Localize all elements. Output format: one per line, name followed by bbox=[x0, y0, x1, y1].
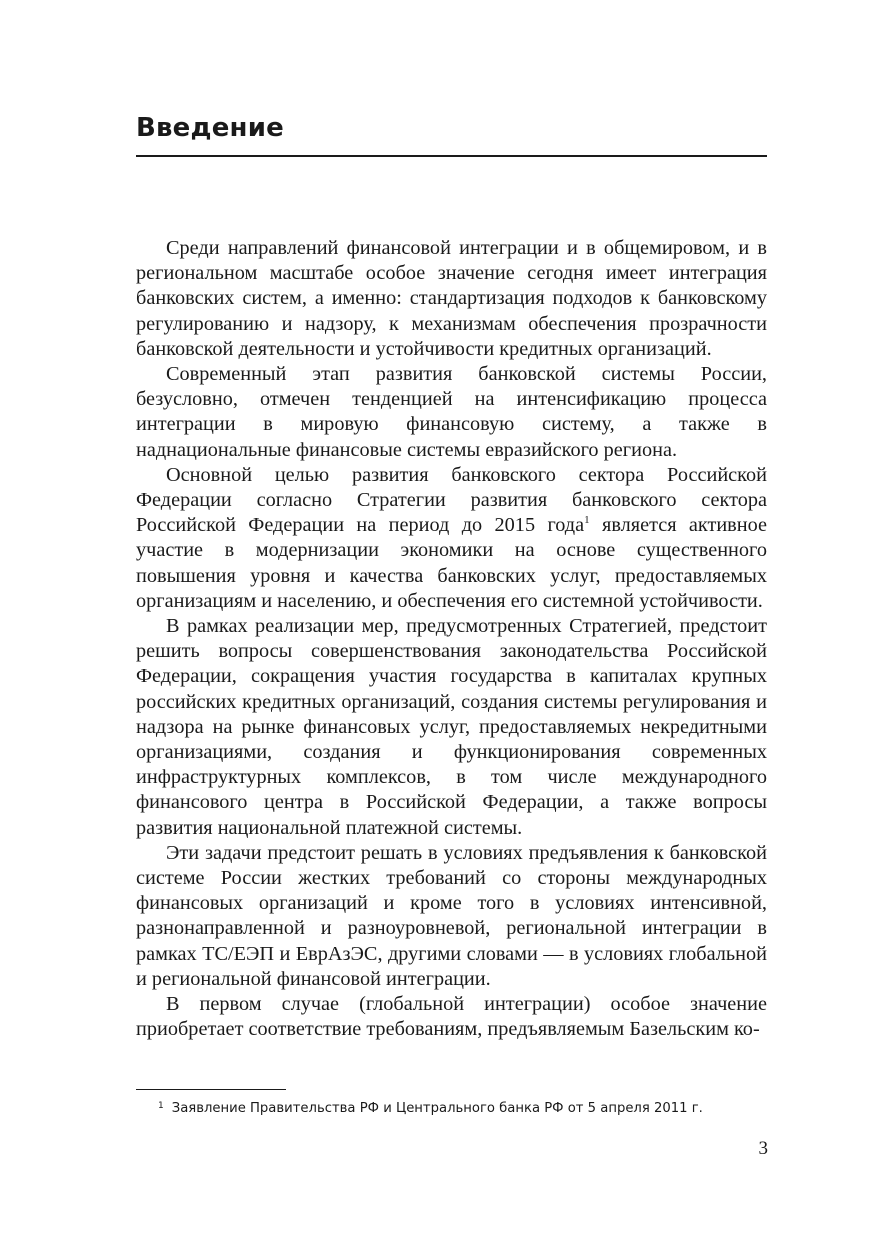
paragraph-2: Современный этап развития банковской системы России, безусловно, отмечен тенденцией на интенсификацию процесса интеграции в мировую финансовую систему, а также в наднациональные финансовые системы евразийского региона. bbox=[136, 363, 767, 461]
footnote bbox=[158, 1099, 778, 1119]
paragraph-3-start: Основной целью развития банковского сектора Российской Федерации согласно Стратегии развития банковского сектора Российской Федерации на период до 2015 года bbox=[136, 463, 767, 537]
paragraph-5: Эти задачи предстоит решать в условиях предъявления к банковской системе России жестких требований со стороны международных финансовых организаций и кроме того в условиях интенсивной, разнонаправленной и разноуровневой, региональной интеграции в рамках ТС/ЕЭП и ЕврАзЭС, другими словами — в условиях глобальной и региональной финансовой интеграции. bbox=[136, 841, 767, 990]
footnote-mark: 1 bbox=[158, 1101, 164, 1111]
paragraph-3 bbox=[136, 463, 767, 614]
paragraph-6: В первом случае (глобальной интеграции) особое значение приобретает соответствие требованиям, предъявляемым Базельским ко- bbox=[136, 993, 767, 1041]
footnote-reference[interactable]: 1 bbox=[584, 514, 590, 527]
paragraph-3-end: является активное участие в модернизации экономики на основе существенного повышения уровня и качества банковских услуг, предоставляемых организациям и населению, и обеспечения его системной устойчивости. bbox=[136, 514, 767, 612]
footnote-text: Заявление Правительства РФ и Центрального банка РФ от 5 апреля 2011 г. bbox=[171, 1101, 703, 1116]
footnote-rule bbox=[136, 1089, 286, 1090]
chapter-heading: Введение bbox=[136, 113, 284, 143]
page-number: 3 bbox=[758, 1138, 768, 1159]
paragraph-4: В рамках реализации мер, предусмотренных Стратегией, предстоит решить вопросы совершенствования законодательства Российской Федерации, сокращения участия государства в капиталах крупных российских кредитных организаций, создания системы регулирования и надзора на рынке финансовых услуг, предоставляемых некредитными организациями, создания и функционирования современных инфраструктурных комплексов, в том числе международного финансового центра в Российской Федерации, а также вопросы развития национальной платежной системы. bbox=[136, 615, 767, 839]
heading-rule bbox=[136, 155, 767, 157]
paragraph-1: Среди направлений финансовой интеграции и в общемировом, и в региональном масштабе особое значение сегодня имеет интеграция банковских систем, а именно: стандартизация подходов к банковскому регулированию и надзору, к механизмам обеспечения прозрачности банковской деятельности и устойчивости кредитных организаций. bbox=[136, 237, 767, 360]
body-text bbox=[136, 236, 767, 1043]
